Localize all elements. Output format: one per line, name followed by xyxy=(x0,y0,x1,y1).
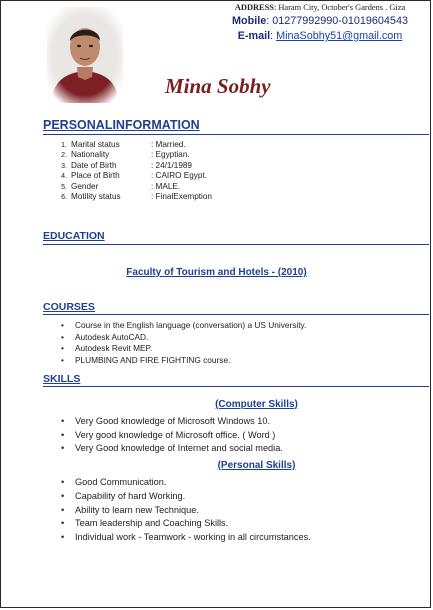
address-value: : Haram City, October's Gardens . Giza xyxy=(273,3,406,12)
email-line xyxy=(209,29,431,44)
skills-heading: SKILLS xyxy=(43,373,81,385)
bullet: • xyxy=(61,429,65,440)
row-label: Date of Birth xyxy=(71,160,117,170)
personal-info-row xyxy=(55,192,295,202)
personal-info-row xyxy=(55,182,295,192)
personal-info-row xyxy=(55,171,295,181)
personal-info-row xyxy=(55,140,295,150)
education-heading: EDUCATION xyxy=(43,230,105,242)
row-label: Marital status xyxy=(71,140,120,149)
bullet: • xyxy=(61,532,65,543)
mobile-value: : 01277992990-01019604543 xyxy=(266,15,408,27)
bullet: • xyxy=(61,477,65,487)
row-label: Gender xyxy=(71,181,99,191)
email-separator: : xyxy=(270,30,277,42)
computer-skills-list xyxy=(61,416,283,457)
mobile-line xyxy=(209,14,431,29)
list-item-text: Team leadership and Coaching Skills. xyxy=(75,518,229,529)
list-item-text: Ability to learn new Technique. xyxy=(75,504,199,515)
bullet: • xyxy=(61,343,64,353)
list-item xyxy=(61,355,306,367)
list-item-text: Very Good knowledge of Internet and social media. xyxy=(75,443,283,453)
personal-info-heading: PERSONALINFORMATION xyxy=(43,118,200,132)
profile-photo-image xyxy=(47,7,123,103)
row-label: Place of Birth xyxy=(71,171,120,181)
list-item xyxy=(61,416,283,430)
personal-info-list xyxy=(55,140,295,202)
courses-list xyxy=(61,320,306,366)
list-item xyxy=(61,430,283,444)
email-link[interactable]: MinaSobhy51@gmail.com xyxy=(276,30,403,42)
list-item xyxy=(61,332,306,344)
list-item xyxy=(61,477,311,491)
mobile-label: Mobile xyxy=(232,15,267,27)
bullet: • xyxy=(61,490,65,501)
list-item xyxy=(61,532,311,546)
list-item-text: Good Communication. xyxy=(75,477,167,487)
list-item-text: Autodesk Revit MEP. xyxy=(75,343,153,353)
list-item xyxy=(61,443,283,457)
row-label: Nationality xyxy=(71,150,110,160)
contact-block xyxy=(209,2,431,44)
personal-skills-list xyxy=(61,477,311,546)
list-item-text: Individual work - Teamwork - working in all circumstances. xyxy=(75,532,311,543)
row-number: 1. xyxy=(61,142,67,149)
row-number: 5. xyxy=(61,183,67,191)
list-item-text: Capability of hard Working. xyxy=(75,490,186,501)
list-item-text: PLUMBING AND FIRE FIGHTING course. xyxy=(75,354,231,365)
courses-rule xyxy=(43,314,429,315)
bullet: • xyxy=(61,518,65,529)
bullet: • xyxy=(61,320,64,330)
row-value: : Married. xyxy=(151,140,186,149)
list-item xyxy=(61,320,306,332)
row-value: : 24/1/1989 xyxy=(151,160,192,170)
candidate-name: Mina Sobhy xyxy=(165,74,271,98)
bullet: • xyxy=(61,504,65,515)
row-number: 2. xyxy=(61,152,67,160)
personal-info-row xyxy=(55,150,295,160)
bullet: • xyxy=(61,416,65,426)
list-item-text: Course in the English language (conversation) a US University. xyxy=(75,320,307,330)
row-value: : Egyptian. xyxy=(151,150,190,160)
list-item xyxy=(61,491,311,505)
education-entry: Faculty of Tourism and Hotels - (2010) xyxy=(126,267,307,278)
row-value: : FinalExemption xyxy=(151,191,212,201)
courses-heading: COURSES xyxy=(43,301,95,313)
list-item xyxy=(61,343,306,355)
row-number: 6. xyxy=(61,193,67,201)
personal-skills-heading: (Personal Skills) xyxy=(217,460,296,471)
bullet: • xyxy=(61,443,65,453)
personal-info-row xyxy=(55,161,295,171)
row-label: Motility status xyxy=(71,191,121,201)
list-item xyxy=(61,505,311,519)
personal-info-rule xyxy=(43,134,429,135)
bullet: • xyxy=(61,331,64,342)
email-label: E-mail xyxy=(237,30,271,42)
bullet: • xyxy=(61,354,64,365)
row-number: 4. xyxy=(61,173,67,181)
list-item-text: Very Good knowledge of Microsoft Windows 10. xyxy=(75,416,271,426)
row-value: : MALE. xyxy=(151,181,181,191)
row-number: 3. xyxy=(61,162,67,170)
skills-rule xyxy=(43,386,429,387)
address-line xyxy=(209,2,431,14)
computer-skills-heading: (Computer Skills) xyxy=(215,399,298,410)
list-item-text: Autodesk AutoCAD. xyxy=(75,331,149,342)
address-label: ADDRESS xyxy=(234,3,274,12)
list-item xyxy=(61,518,311,532)
profile-photo xyxy=(47,7,123,103)
row-value: : CAIRO Egypt. xyxy=(151,171,207,181)
education-rule xyxy=(43,244,429,245)
list-item-text: Very good knowledge of Microsoft office. ( Word ) xyxy=(75,429,276,440)
